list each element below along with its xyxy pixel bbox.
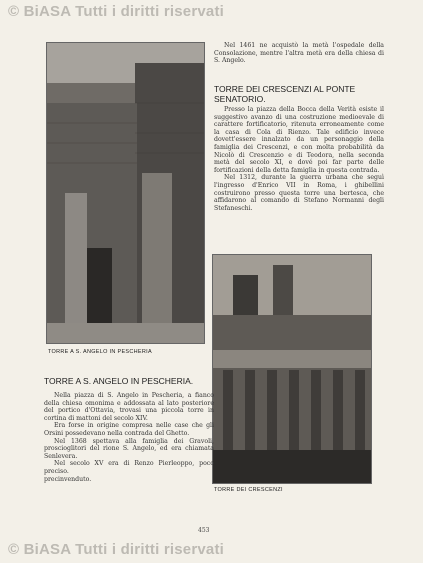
intro-paragraph-block [214, 42, 384, 65]
torre-sant-angelo-image [47, 43, 204, 343]
angelo-paragraph-5: precinvenduto. [44, 475, 92, 483]
heading-torre-crescenzi: TORRE DEI CRESCENZI AL PONTE SENATORIO. [214, 84, 356, 104]
watermark-top: © BiASA Tutti i diritti riservati [8, 3, 225, 20]
crescenzi-paragraph-2: Nel 1312, durante la guerra urbana che seguì l'ingresso d'Enrico VII in Roma, i ghibellini costruirono presso questa torre una bertesca, che affidarono al comando di Stefano Normanni degli Stefaneschi. [214, 174, 384, 212]
photo-torre-sant-angelo [46, 42, 205, 344]
crescenzi-paragraph-1: Presso la piazza della Bocca della Verità esiste il suggestivo avanzo di una costruzione medioevale di carattere fortificatorio, ritenuta erroneamente come la casa di Cola di Rienzo. Tale edificio invece dovett'essere innalzato da un personaggio della famiglia dei Crescenzi, e con molta probabilità da Nicolò di Crescenzio e di Teodora, nella seconda metà del secolo XI, e dové poi far parte delle fortificazioni della detta famiglia in questa contrada. [214, 106, 384, 174]
photo-torre-crescenzi [212, 254, 372, 484]
watermark-bottom: © BiASA Tutti i diritti riservati [8, 541, 225, 558]
angelo-paragraph-3: Nel 1368 spettava alla famiglia dei Gravoli, proscioglitori del rione S. Angelo, ed era chiamata Senlevera. [44, 437, 214, 460]
intro-paragraph: Nel 1461 ne acquistò la metà l'ospedale della Consolazione, mentre l'altra metà era della chiesa di S. Angelo. [214, 42, 384, 65]
torre-crescenzi-image [213, 255, 371, 483]
caption-photo1: TORRE A S. ANGELO IN PESCHERIA [48, 349, 152, 355]
angelo-paragraph-4: Nel secolo XV era di Renzo Pierleoppo, poco preciso. [44, 460, 214, 475]
sant-angelo-text [44, 392, 214, 483]
page-number: 453 [198, 527, 210, 534]
caption-photo2: TORRE DEI CRESCENZI [214, 487, 283, 493]
angelo-paragraph-2: Era forse in origine compresa nelle case che gli Orsini possedevano nella contrada del Ghetto. [44, 422, 214, 437]
crescenzi-text [214, 106, 384, 212]
heading-torre-sant-angelo: TORRE A S. ANGELO IN PESCHERIA. [44, 376, 194, 386]
angelo-paragraph-1: Nella piazza di S. Angelo in Pescheria, a fianco della chiesa omonima e addossata al lato posteriore del portico d'Ottavia, trovasi una piccola torre in cortina di mattoni del secolo XIV. [44, 392, 214, 422]
